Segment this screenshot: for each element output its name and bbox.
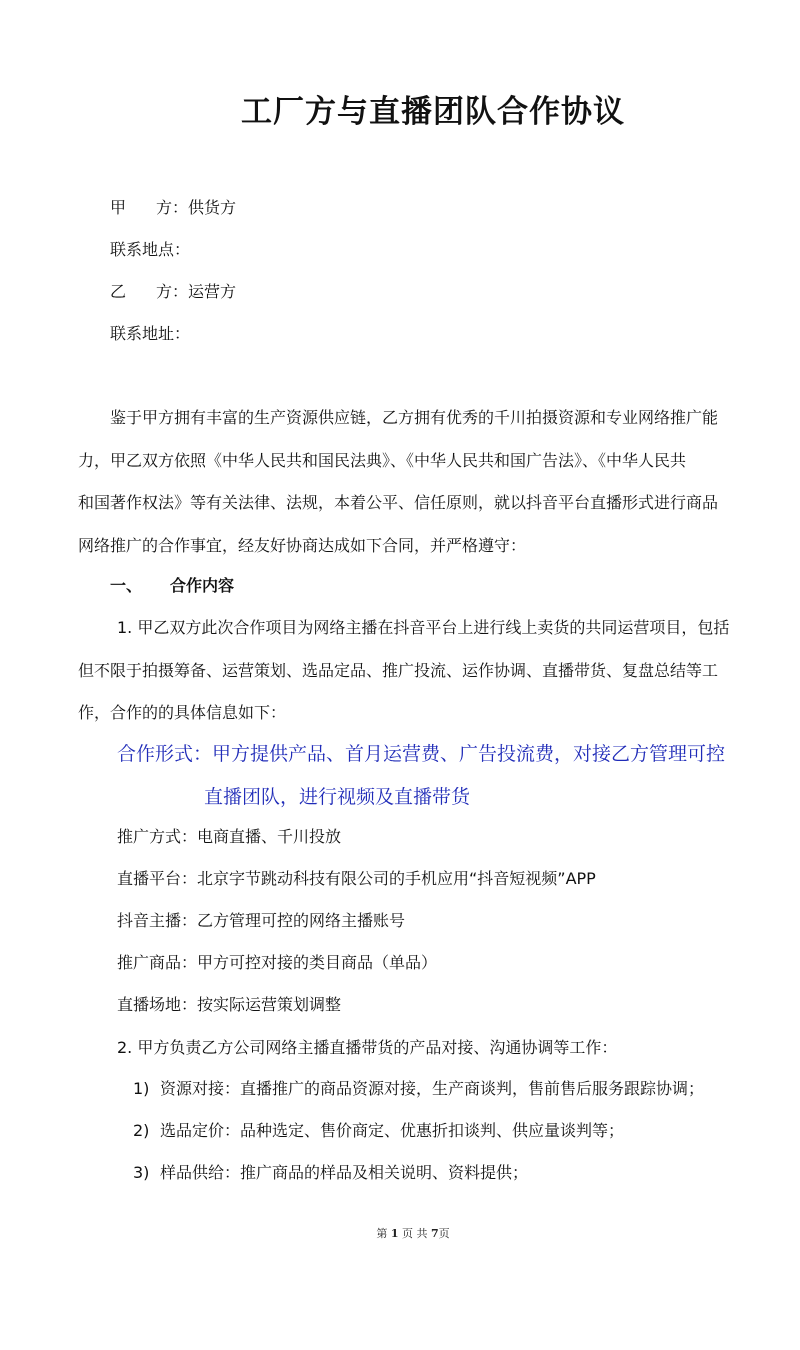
- detail-line: 推广方式：电商直播、千川投放: [117, 827, 342, 846]
- contact-address-b: 联系地址：: [110, 324, 191, 343]
- preamble-line: 鉴于甲方拥有丰富的生产资源供应链，乙方拥有优秀的千川拍摄资源和专业网络推广能: [110, 408, 719, 427]
- subitem-number: 2): [133, 1121, 150, 1140]
- preamble-line: 力，甲乙双方依照《中华人民共和国民法典》、《中华人民共和国广告法》、《中华人民共: [78, 451, 687, 470]
- subitem: [133, 1163, 528, 1183]
- footer-prefix: 第: [376, 1227, 388, 1240]
- subitem-number: 3): [133, 1163, 150, 1182]
- preamble-line: 网络推广的合作事宜，经友好协商达成如下合同，并严格遵守：: [78, 536, 527, 555]
- item-1-line: 但不限于拍摄筹备、运营策划、选品定品、推广投流、运作协调、直播带货、复盘总结等工: [78, 661, 719, 680]
- footer-suffix: 页: [438, 1227, 450, 1240]
- item-1-line: 1. 甲乙双方此次合作项目为网络主播在抖音平台上进行线上卖货的共同运营项目，包括: [117, 618, 730, 637]
- cooperation-form-line: 合作形式：甲方提供产品、首月运营费、广告投流费，对接乙方管理可控: [117, 743, 726, 765]
- detail-line: 直播场地：按实际运营策划调整: [117, 995, 342, 1014]
- party-b-label-suffix: 方：: [156, 282, 189, 301]
- cooperation-form-line: 直播团队，进行视频及直播带货: [204, 786, 471, 808]
- contact-address-a: 联系地点：: [110, 240, 191, 259]
- section-1-number: 一、: [110, 576, 143, 595]
- subitem-number: 1): [133, 1079, 150, 1098]
- subitem: [133, 1121, 624, 1141]
- detail-line: 推广商品：甲方可控对接的类目商品（单品）: [117, 953, 438, 972]
- subitem-text: 选品定价：品种选定、售价商定、优惠折扣谈判、供应量谈判等；: [160, 1121, 625, 1140]
- party-a-value: 供货方: [188, 198, 237, 217]
- footer-mid: 页 共: [402, 1227, 428, 1240]
- subitem-text: 样品供给：推广商品的样品及相关说明、资料提供；: [160, 1163, 529, 1182]
- detail-line: 直播平台：北京字节跳动科技有限公司的手机应用“抖音短视频”APP: [117, 869, 596, 888]
- section-1-title: 合作内容: [170, 576, 235, 595]
- item-1-line: 作，合作的的具体信息如下：: [78, 703, 287, 722]
- subitem-text: 资源对接：直播推广的商品资源对接，生产商谈判，售前售后服务跟踪协调；: [160, 1079, 705, 1098]
- party-a-label-suffix: 方：: [156, 198, 189, 217]
- party-b-label: 乙: [110, 282, 127, 301]
- page-footer: [0, 1225, 800, 1241]
- party-b-value: 运营方: [188, 282, 237, 301]
- footer-page-number: 1: [390, 1227, 399, 1240]
- party-a-line: [110, 198, 236, 218]
- subitem: [133, 1079, 704, 1099]
- item-2-line: 2. 甲方负责乙方公司网络主播直播带货的产品对接、沟通协调等工作：: [117, 1038, 618, 1057]
- detail-line: 抖音主播：乙方管理可控的网络主播账号: [117, 911, 406, 930]
- section-1-heading: [110, 576, 234, 596]
- preamble-line: 和国著作权法》等有关法律、法规，本着公平、信任原则，就以抖音平台直播形式进行商品: [78, 493, 719, 512]
- party-b-line: [110, 282, 236, 302]
- party-a-label: 甲: [110, 198, 127, 217]
- document-title: 工厂方与直播团队合作协议: [241, 94, 625, 130]
- footer-total-pages: 7: [431, 1227, 439, 1240]
